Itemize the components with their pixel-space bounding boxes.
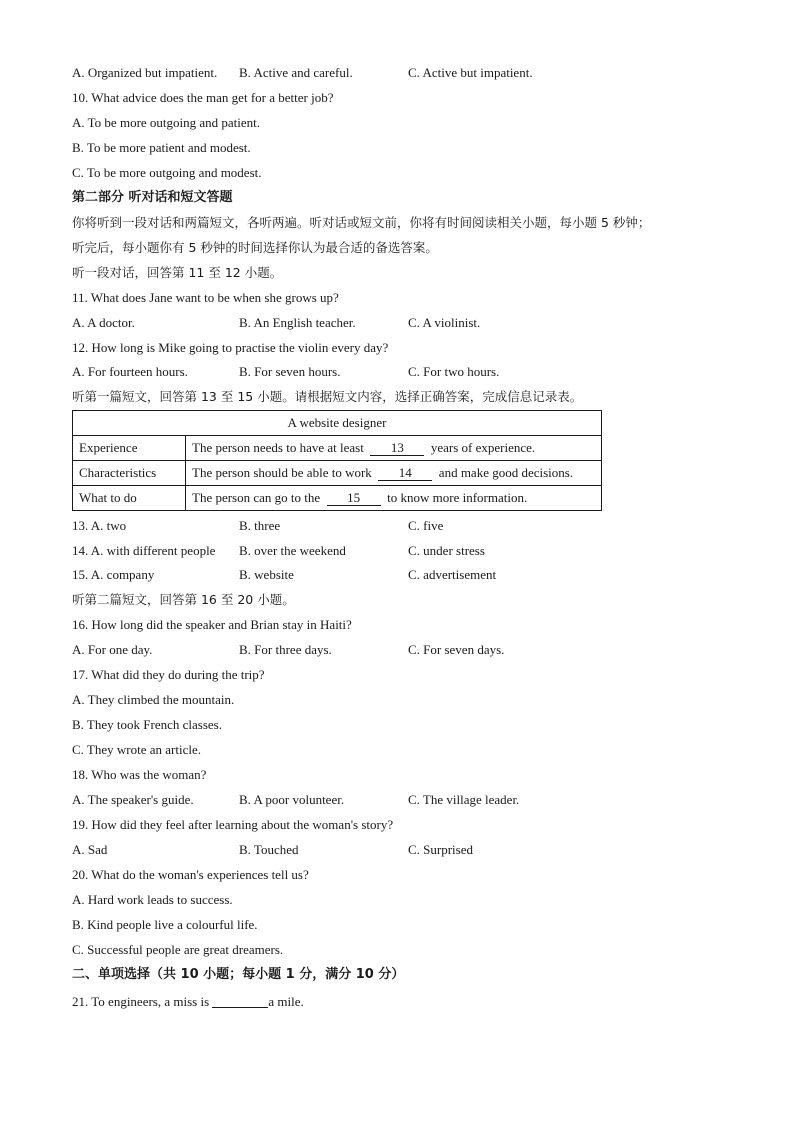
q21-stem: 21. To engineers, a miss is a mile.	[72, 994, 304, 1009]
q17-option-c: C. They wrote an article.	[72, 742, 201, 757]
option-c: C. Surprised	[408, 842, 473, 857]
option-c: C. under stress	[408, 543, 485, 558]
part2-instruction-2: 听完后，每小题你有 5 秒钟的时间选择你认为最合适的备选答案。	[72, 240, 438, 255]
option-c: C. The village leader.	[408, 792, 520, 807]
row-content: The person can go to the 15 to know more information.	[186, 486, 602, 511]
row-label: Characteristics	[73, 461, 186, 486]
part2-instruction-1: 你将听到一段对话和两篇短文，各听两遍。听对话或短文前，你将有时间阅读相关小题，每小题 5 秒钟；	[72, 215, 651, 230]
option-a: A. Sad	[72, 842, 108, 857]
option-a: A. The speaker's guide.	[72, 792, 194, 807]
q16-stem: 16. How long did the speaker and Brian stay in Haiti?	[72, 617, 352, 632]
option-a: A. For one day.	[72, 642, 153, 657]
option-c: C. advertisement	[408, 567, 497, 582]
q20-option-c: C. Successful people are great dreamers.	[72, 942, 284, 957]
row-content: The person should be able to work 14 and make good decisions.	[186, 461, 602, 486]
table-row	[73, 461, 602, 486]
option-b: B. For seven hours.	[239, 364, 341, 379]
q18-stem: 18. Who was the woman?	[72, 767, 207, 782]
q17-option-a: A. They climbed the mountain.	[72, 692, 235, 707]
q10-option-b: B. To be more patient and modest.	[72, 140, 251, 155]
option-b: B. An English teacher.	[239, 315, 356, 330]
row-label: Experience	[73, 436, 186, 461]
q10-option-c: C. To be more outgoing and modest.	[72, 165, 262, 180]
answer-blank-13: 13	[370, 440, 424, 456]
option-a: A. Organized but impatient.	[72, 65, 218, 80]
q17-stem: 17. What did they do during the trip?	[72, 667, 265, 682]
q20-option-b: B. Kind people live a colourful life.	[72, 917, 258, 932]
option-b: B. three	[239, 518, 281, 533]
option-b: B. A poor volunteer.	[239, 792, 345, 807]
information-record-table	[72, 410, 602, 511]
table-row	[73, 486, 602, 511]
option-c: C. For seven days.	[408, 642, 505, 657]
option-a: 15. A. company	[72, 567, 155, 582]
option-b: B. For three days.	[239, 642, 332, 657]
option-c: C. Active but impatient.	[408, 65, 533, 80]
q10-option-a: A. To be more outgoing and patient.	[72, 115, 261, 130]
answer-blank-15: 15	[327, 490, 381, 506]
passage1-intro: 听第一篇短文，回答第 13 至 15 小题。请根据短文内容，选择正确答案，完成信息记录表。	[72, 389, 583, 404]
answer-blank-21	[212, 992, 268, 1008]
option-a: 14. A. with different people	[72, 543, 216, 558]
q12-stem: 12. How long is Mike going to practise the violin every day?	[72, 340, 389, 355]
q19-stem: 19. How did they feel after learning about the woman's story?	[72, 817, 394, 832]
option-b: B. Active and careful.	[239, 65, 353, 80]
option-b: B. Touched	[239, 842, 299, 857]
q20-option-a: A. Hard work leads to success.	[72, 892, 233, 907]
answer-blank-14: 14	[378, 465, 432, 481]
dialogue-intro: 听一段对话，回答第 11 至 12 小题。	[72, 265, 283, 280]
option-a: A. A doctor.	[72, 315, 135, 330]
option-a: A. For fourteen hours.	[72, 364, 188, 379]
q17-option-b: B. They took French classes.	[72, 717, 222, 732]
option-c: C. A violinist.	[408, 315, 481, 330]
q20-stem: 20. What do the woman's experiences tell us?	[72, 867, 309, 882]
q11-stem: 11. What does Jane want to be when she grows up?	[72, 290, 339, 305]
section2-heading: 二、单项选择（共 10 小题；每小题 1 分，满分 10 分）	[72, 967, 405, 982]
option-c: C. For two hours.	[408, 364, 500, 379]
row-content: The person needs to have at least 13 years of experience.	[186, 436, 602, 461]
passage2-intro: 听第二篇短文，回答第 16 至 20 小题。	[72, 592, 295, 607]
option-a: 13. A. two	[72, 518, 127, 533]
option-c: C. five	[408, 518, 444, 533]
q10-stem: 10. What advice does the man get for a better job?	[72, 90, 334, 105]
option-b: B. website	[239, 567, 294, 582]
row-label: What to do	[73, 486, 186, 511]
part2-heading: 第二部分 听对话和短文答题	[72, 190, 233, 205]
option-b: B. over the weekend	[239, 543, 346, 558]
table-title: A website designer	[73, 411, 602, 436]
table-row	[73, 436, 602, 461]
table-title-row	[73, 411, 602, 436]
